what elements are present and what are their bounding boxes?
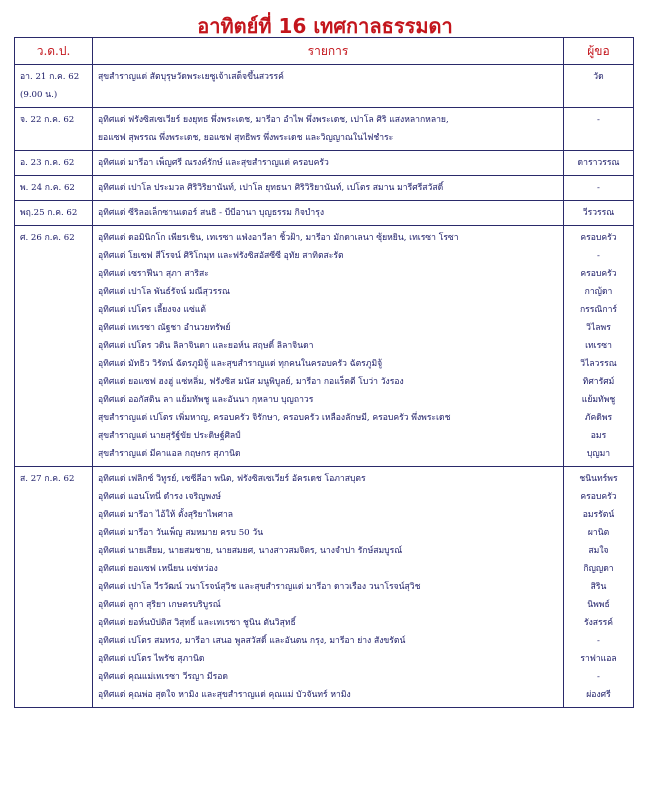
items-cell-line: อุทิศแด่ มัทธิว วิรัตน์ ฉัตรภูมิจู้ และสุขสำราญแด่ ทุกคนในครอบครัว ฉัตรภูมิจู้: [98, 359, 383, 369]
items-cell-line: อุทิศแด่ เปโตร เลี้ยงจง แซ่แต้: [98, 305, 206, 315]
requester-cell-line: บุญมา: [586, 449, 611, 459]
items-cell: [93, 151, 564, 175]
items-cell-line: อุทิศแด่ เปโตร วดิน ลิลาจินดา และยอห์น สฤษดิ์ ลิลาจินดา: [98, 341, 314, 351]
items-cell: [93, 108, 564, 150]
requester-cell-line: ดาราวรรณ: [577, 158, 620, 168]
items-cell: [93, 226, 564, 466]
items-cell-line: อุทิศแด่ แอนโทนี่ ดำรง เจริญพงษ์: [98, 492, 221, 502]
intentions-table: [14, 37, 634, 708]
page-title: อาทิตย์ที่ 16 เทศกาลธรรมดา: [197, 14, 453, 38]
requester-cell-line: -: [597, 115, 600, 125]
requester-cell-line: ภัคดิพร: [584, 413, 613, 423]
requester-cell-line: ผานิต: [587, 528, 610, 538]
requester-cell-line: ทิศารัศม์: [582, 377, 615, 387]
requester-cell-line: แย้มทัพชู: [581, 395, 616, 405]
items-cell-line: อุทิศแด่ โยเซฟ สีโรจน์ ศิริโกมุท และฟรังซิสอัสซีซี อุทัย สาทิตสะรัต: [98, 251, 344, 261]
requester-cell-line: สิริน: [590, 582, 607, 592]
table-row: [15, 108, 633, 151]
date-cell-line: อา. 21 ก.ค. 62: [20, 72, 80, 82]
items-cell-line: อุทิศแด่ เฟลิกซ์ วิทูรย์, เซซีลีอา พนิต, ฟรังซิสเซเวียร์ อัครเดช โอภาสบุตร: [98, 474, 366, 484]
items-cell: [93, 201, 564, 225]
requester-cell: [564, 467, 633, 707]
items-cell-line: อุทิศแด่ ออกัสติน ลา แย้มทัพชู และอันนา กุหลาบ บุญถาวร: [98, 395, 314, 405]
requester-cell: [564, 151, 633, 175]
items-cell-line: อุทิศแด่ เซราฟีนา สุภา สาริสะ: [98, 269, 209, 279]
requester-cell: [564, 108, 633, 150]
date-cell-line: (9.00 น.): [20, 90, 58, 100]
items-cell-line: อุทิศแด่ เปโตร ไพรัช สุภานิด: [98, 654, 205, 664]
table-row: [15, 226, 633, 467]
requester-cell-line: -: [597, 672, 600, 682]
table-row: [15, 176, 633, 201]
date-cell-line: อ. 23 ก.ค. 62: [20, 158, 75, 168]
items-cell-line: อุทิศแด่ เปาโล ประมวล ศิริวิริยานันท์, เปาโล ยุทธนา ศิริวิริยานันท์, เปโตร สมาน มารีศรีสวัสดิ์: [98, 183, 444, 193]
items-cell-line: อุทิศแด่ เปาโล พันธ์รัจน์ มณีสุวรรณ: [98, 287, 230, 297]
items-cell: [93, 176, 564, 200]
requester-cell-line: วิไลวรรณ: [580, 359, 617, 369]
date-cell-line: จ. 22 ก.ค. 62: [20, 115, 75, 125]
table-row: [15, 65, 633, 108]
date-cell: [15, 176, 93, 200]
items-cell-line: อุทิศแด่ มารีอา ไอ้ให้ ตั้งสุริยาไพศาล: [98, 510, 234, 520]
items-cell-line: สุขสำราญแด่ เปโตร เพิ่มหาญ, ครอบครัว จิรักษา, ครอบครัว เหลืองลักษมี, ครอบครัว พึ่งพระเดช: [98, 413, 451, 423]
items-cell-line: อุทิศแด่ ลูกา สุริยา เกษตรบริบูรณ์: [98, 600, 221, 610]
date-cell: [15, 65, 93, 107]
date-cell: [15, 467, 93, 707]
requester-cell: [564, 226, 633, 466]
items-cell-line: อุทิศแด่ มารีอา เพ็ญศรี ณรงค์รักษ์ และสุขสำราญแด่ ครอบครัว: [98, 158, 329, 168]
requester-cell-line: วัด: [593, 72, 604, 82]
items-cell: [93, 467, 564, 707]
requester-cell-line: กรรณิการ์: [579, 305, 618, 315]
requester-cell-line: วีรวรรณ: [582, 208, 615, 218]
requester-cell-line: นิพพธ์: [587, 600, 610, 610]
header-requester: ผู้ขอ: [587, 44, 610, 58]
requester-cell-line: -: [597, 251, 600, 261]
requester-cell: [564, 176, 633, 200]
requester-cell-line: ผ่องศรี: [586, 690, 611, 700]
requester-cell-line: ครอบครัว: [580, 233, 617, 243]
date-cell-line: ส. 27 ก.ค. 62: [20, 474, 75, 484]
requester-cell-line: อมร: [590, 431, 607, 441]
items-cell-line: อุทิศแด่ ยอห์นบัปติส วิสุทธิ์ และเทเรซา ชูนิน ตันวิสุทธิ์: [98, 618, 296, 628]
requester-cell-line: ราฟาแอล: [580, 654, 617, 664]
requester-cell-line: -: [597, 636, 600, 646]
requester-cell-line: ครอบครัว: [580, 492, 617, 502]
header-items: รายการ: [93, 38, 564, 64]
date-cell-line: พฤ.25 ก.ค. 62: [20, 208, 78, 218]
items-cell-line: อุทิศแด่ นายเสียม, นายสมชาย, นายสมยศ, นางสาวสมจิตร, นางจำปา รักษ์สมบูรณ์: [98, 546, 403, 556]
requester-cell-line: กาญ้ดา: [584, 287, 613, 297]
items-cell-line: อุทิศแด่ มารีอา วันเพ็ญ สมหมาย ครบ 50 วัน: [98, 528, 264, 538]
items-cell-line: ยอแซฟ สุพรรณ พึ่งพระเดช, ยอแซฟ สุทธิพร พึ่งพระเดช และวิญญาณในไฟชำระ: [98, 133, 394, 143]
items-cell-line: อุทิศแด่ คุณแม่เทเรซา วีรญา มีรอด: [98, 672, 228, 682]
requester-cell-line: วิไลพร: [586, 323, 611, 333]
items-cell-line: อุทิศแด่ คุณพ่อ สุดใจ หามิง และสุขสำราญแด่ คุณแม่ บัวจันทร์ หามิง: [98, 690, 351, 700]
items-cell-line: อุทิศแด่ เปโตร สมทรง, มารีอา เสนอ พูลสวัสดิ์ และอันตน กรุง, มารีอา ย่าง สังขรัตน์: [98, 636, 406, 646]
table-row: [15, 201, 633, 226]
requester-cell: [564, 65, 633, 107]
items-cell-line: อุทิศแด่ เปาโล วีรวัฒน์ วนาโรจน์สุวิช และสุขสำราญแด่ มารีอา ดาวเรือง วนาโรจน์สุวิช: [98, 582, 421, 592]
requester-cell-line: อมรรัตน์: [582, 510, 615, 520]
table-row: [15, 151, 633, 176]
header-date: ว.ด.ป.: [15, 38, 93, 64]
date-cell: [15, 201, 93, 225]
items-cell: [93, 65, 564, 107]
requester-cell-line: ครอบครัว: [580, 269, 617, 279]
requester-cell-line: สมใจ: [588, 546, 609, 556]
requester-cell-line: -: [597, 183, 600, 193]
requester-cell: [564, 201, 633, 225]
items-cell-line: อุทิศแด่ ยอแซฟ เหนียน แซ่หว่อง: [98, 564, 218, 574]
requester-cell-line: เทเรซา: [585, 341, 612, 351]
requester-cell-line: กิญญดา: [583, 564, 614, 574]
items-cell-line: สุขสำราญแด่ สัตบุรุษวัดพระเยซูเจ้าเสด็จขึ้นสวรรค์: [98, 72, 284, 82]
table-row: [15, 467, 633, 707]
requester-cell-line: ชนินทร์พร: [579, 474, 618, 484]
items-cell-line: อุทิศแด่ ดอมินิกโก เพียรเชิน, เทเรซา แฟ่งอาวีลา ชิ้วฝ้า, มารีอา มักดาเลนา ซุ้ยหยิน, เทเรซา โรซา: [98, 233, 459, 243]
date-cell-line: ศ. 26 ก.ค. 62: [20, 233, 75, 243]
requester-cell-line: รังสรรค์: [583, 618, 614, 628]
items-cell-line: อุทิศแด่ ซีริลอเล็กซานเดอร์ สนธิ - บีบีอานา บุญธรรม กิจบำรุง: [98, 208, 325, 218]
items-cell-line: อุทิศแด่ เทเรซา ณัฐชา อำนวยทรัพย์: [98, 323, 231, 333]
date-cell: [15, 151, 93, 175]
table-header: [15, 38, 633, 65]
items-cell-line: สุขสำราญแด่ นายสุรัฐ์ขัย ประดิษฐ์ศิลป์: [98, 431, 241, 441]
date-cell: [15, 226, 93, 466]
date-cell-line: พ. 24 ก.ค. 62: [20, 183, 75, 193]
items-cell-line: สุขสำราญแด่ มีคาแอล กฤษกร สุภานิด: [98, 449, 241, 459]
table-body: [15, 65, 633, 707]
items-cell-line: อุทิศแด่ ฟรังซิสเซเวียร์ ยงยุทธ พึ่งพระเดช, มารีอา อำไพ พึ่งพระเดช, เปาโล ศิริ แสงหลากหลาย,: [98, 115, 449, 125]
items-cell-line: อุทิศแด่ ยอแซฟ ฮงฮู่ แซ่หลิ่ม, ฟรังซิส มนัส มนูพิบูลย์, มารีอา กอแร็ตตี โบว่า วังรอง: [98, 377, 404, 387]
date-cell: [15, 108, 93, 150]
